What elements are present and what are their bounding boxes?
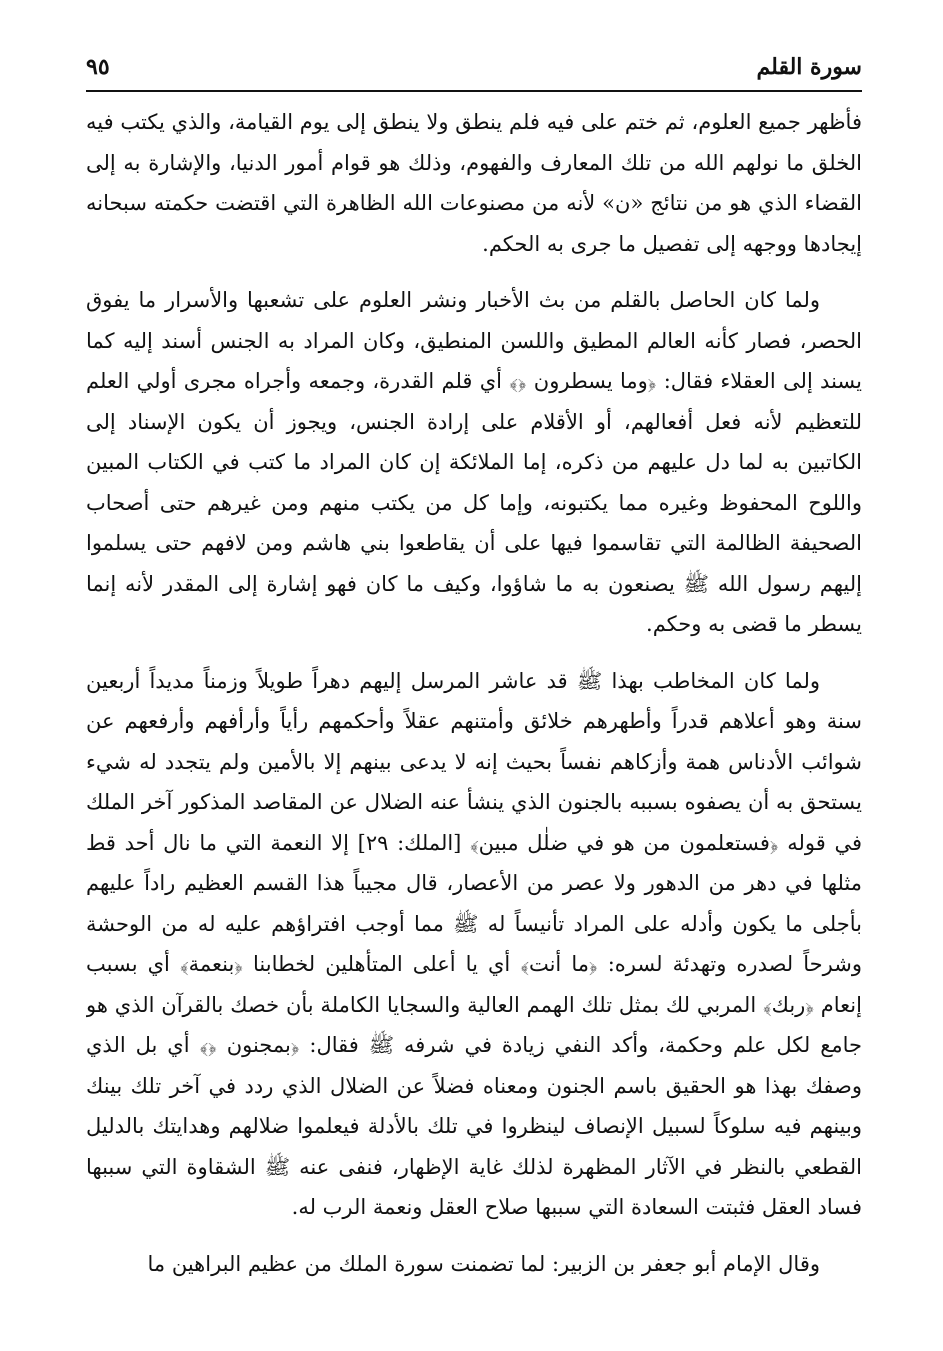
page-body	[86, 102, 862, 1300]
page-number: ٩٥	[86, 54, 110, 80]
paragraph-pen-writing: ولما كان الحاصل بالقلم من بث الأخبار ونشر العلوم على تشعبها والأسرار ما يفوق الحصر، فصار كأنه العالم المطيق واللسن المنطيق، وكان المراد به الجنس أسند إليه كما يسند إلى العقلاء فقال: ﴿وما يسطرون ﴿﴾ أي قلم القدرة، وجمعه وأجراه مجرى أولي العلم للتعظيم لأنه فعل أفعالهم، أو الأقلام على إرادة الجنس، ويجوز أن يكون الإسناد إلى الكاتبين به لما دل عليهم من ذكره، إما الملائكة إن كان المراد ما كتب في الكتاب المبين واللوح المحفوظ وغيره مما يكتبونه، وإما كل من يكتب منهم ومن غيرهم حتى أصحاب الصحيفة الظالمة التي تقاسموا فيها على أن يقاطعوا بني هاشم ومن لافهم حتى يسلموا إليهم رسول الله ﷺ يصنعون به ما شاؤوا، وكيف ما كان فهو إشارة إلى المقدر لأنه إنما يسطر ما قضى به وحكم.	[86, 288, 862, 636]
paragraph-continuation: فأظهر جميع العلوم، ثم ختم على فيه فلم ينطق ولا ينطق إلى يوم القيامة، والذي يكتب فيه الخلق ما نولهم الله من تلك المعارف والفهوم، وذلك هو قوام أمور الدنيا، والإشارة به إلى القضاء الذي هو من نتائج «ن» لأنه من مصنوعات الله الظاهرة التي اقتضت حكمته سبحانه إيجادها ووجهه إلى تفصيل ما جرى به الحكم.	[86, 110, 862, 256]
paragraph-ibn-zubair: وقال الإمام أبو جعفر بن الزبير: لما تضمنت سورة الملك من عظيم البراهين ما	[147, 1251, 820, 1276]
page-header	[86, 52, 862, 88]
header-divider	[86, 90, 862, 92]
paragraph-prophet-address: ولما كان المخاطب بهذا ﷺ قد عاشر المرسل إليهم دهراً طويلاً وزمناً مديداً أربعين سنة وهو أعلاهم قدراً وأطهرهم خلائق وأمتنهم عقلاً وأحكمهم رأياً وأرأفهم وأرفعهم عن شوائب الأدناس همة وأزكاهم نفساً بحيث إنه لا يدعى بينهم إلا بالأمين ولم يتجدد له شيء يستحق به أن يصفوه بسببه بالجنون الذي ينشأ عنه الضلال عن المقاصد المذكور آخر الملك في قوله ﴿فستعلمون من هو في ضلٰل مبين﴾ [الملك: ٢٩] إلا النعمة التي ما نال أحد قط مثلها في دهر من الدهور ولا عصر من الأعصار، قال مجيباً هذا القسم العظيم راداً عليهم بأجلى ما يكون وأدله على المراد تأنيساً له ﷺ مما أوجب افتراؤهم عليه له من الوحشة وشرحاً لصدره وتهدئة لسره: ﴿ما أنت﴾ أي يا أعلى المتأهلين لخطابنا ﴿بنعمة﴾ أي بسبب إنعام ﴿ربك﴾ المربي لك بمثل تلك الهمم العالية والسجايا الكاملة بأن خصك بالقرآن الذي هو جامع لكل علم وحكمة، وأكد النفي زيادة في شرفه ﷺ فقال: ﴿بمجنون ﴿﴾ أي بل الذي وصفك بهذا هو الحقيق باسم الجنون ومعناه فضلاً عن الضلال الذي ردد في آخر تلك بينك وبينهم فيه سلوكاً لسبيل الإنصاف لينظروا في تلك بالأدلة فيعلموا ضلالهم وهدايتك بالدليل القطعي بالنظر في الآثار المظهرة لذلك غاية الإظهار، فنفى عنه ﷺ الشقاوة التي سببها فساد العقل فثبتت السعادة التي سببها صلاح العقل ونعمة الرب له.	[86, 668, 862, 1219]
book-page	[86, 52, 862, 1312]
surah-title: سورة القلم	[756, 54, 862, 80]
